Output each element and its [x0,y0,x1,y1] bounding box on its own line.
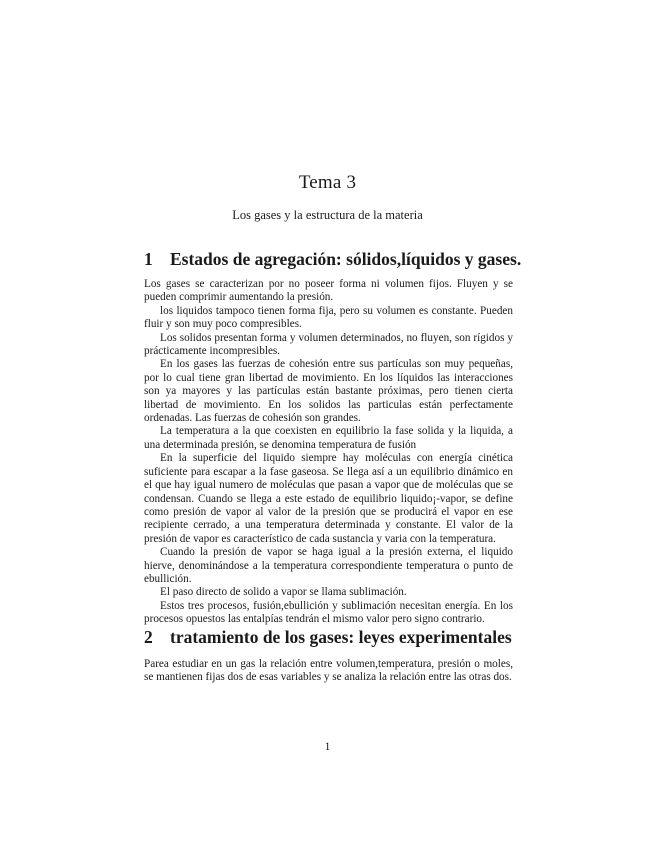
paragraph: Estos tres procesos, fusión,ebullición y sublimación necesitan energía. En los procesos opuestos las entalpías tendrán el mismo valor pero signo contrario. [144,599,513,626]
section-2-heading [144,627,524,648]
paragraph: Los gases se caracterizan por no poseer forma ni volumen fijos. Fluyen y se pueden comprimir aumentando la presión. [144,278,513,304]
paragraph: En la superficie del liquido siempre hay moléculas con energía cinética suficiente para escapar a la fase gaseosa. Se llega así a un equilibrio dinámico en el que hay igual numero de moléculas que pasan a vapor que de moléculas que se condensan. Cuando se llega a este estado de equilibrio liquido¡-vapor, se define como presión de vapor al valor de la presión que se producirá el vapor en ese recipiente cerrado, a una temperatura determinada y constante. El valor de la presión de vapor es característico de cada sustancia y varia con la temperatura. [144,452,513,545]
paragraph: Los solidos presentan forma y volumen determinados, no fluyen, son rígidos y prácticamente incompresibles. [144,331,513,358]
section-1-title: Estados de agregación: sólidos,líquidos y gases. [170,249,522,269]
paragraph: Parea estudiar en un gas la relación entre volumen,temperatura, presión o moles, se mantienen fijas dos de esas variables y se analiza la relación entre las otras dos. [144,658,513,684]
section-1-number: 1 [144,249,153,269]
paragraph: los liquidos tampoco tienen forma fija, pero su volumen es constante. Pueden fluir y son muy poco compresibles. [144,304,513,331]
page-number: 1 [324,741,331,753]
paragraph: La temperatura a la que coexisten en equilibrio la fase solida y la liquida, a una determinada presión, se denomina temperatura de fusión [144,425,513,451]
paragraph: En los gases las fuerzas de cohesión entre sus partículas son muy pequeñas, por lo cual tiene gran libertad de movimiento. En los líquidos las interacciones son ya mayores y las partículas están bastante próximas, pero tienen cierta libertad de movimiento. En los solidos las particulas están perfectamente ordenadas. Las fuerzas de cohesión son grandes. [144,358,513,425]
section-2-number: 2 [144,627,153,647]
document-title: Tema 3 [298,172,357,193]
section-1-body [144,278,513,627]
document-subtitle: Los gases y la estructura de la materia [232,208,423,222]
section-2-title: tratamiento de los gases: leyes experimentales [170,627,512,647]
section-1-heading [144,249,524,270]
paragraph: El paso directo de solido a vapor se llama sublimación. [160,586,407,599]
paragraph: Cuando la presión de vapor se haga igual a la presión externa, el liquido hierve, denominándose a la temperatura correspondiente temperatura o punto de ebullición. [144,546,513,585]
section-2-body [144,658,513,685]
